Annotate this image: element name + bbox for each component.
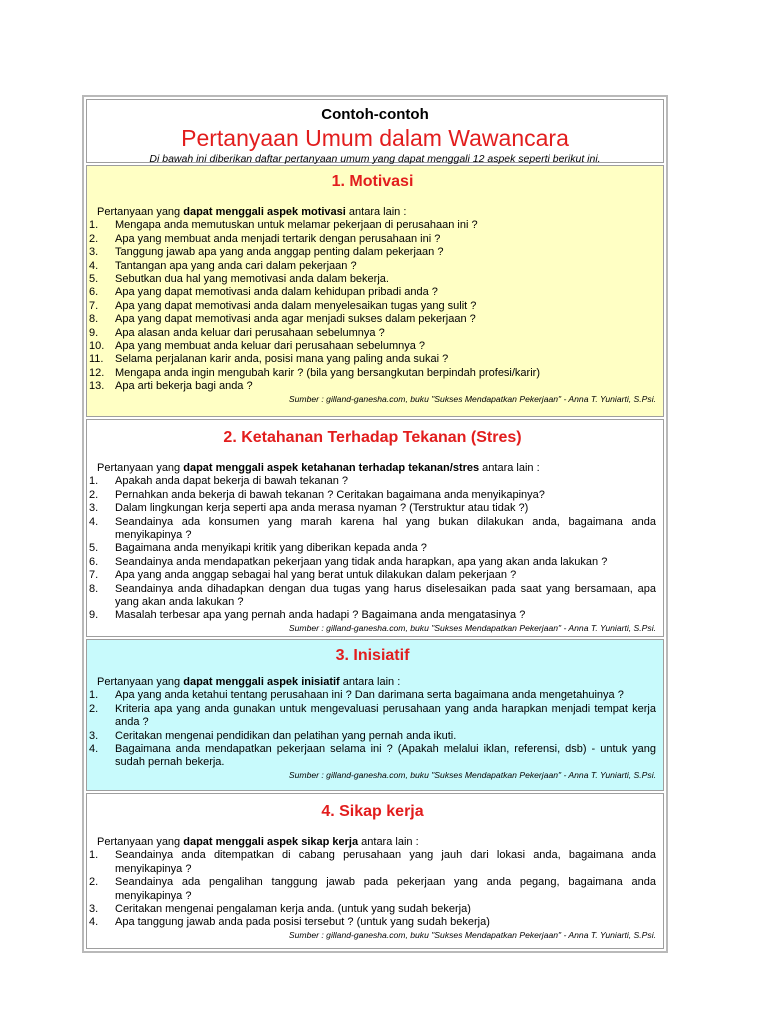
list-item: 1. Apakah anda dapat bekerja di bawah tekanan ?: [89, 475, 349, 488]
document-frame: [82, 95, 668, 953]
section-title: 1. Motivasi: [331, 173, 414, 190]
list-item: 7. Apa yang anda anggap sebagai hal yang berat untuk dilakukan dalam pekerjaan ?: [89, 569, 517, 582]
list-item: 11. Selama perjalanan karir anda, posisi mana yang paling anda sukai ?: [89, 353, 449, 366]
source-citation: Sumber : gilland-ganesha.com, buku "Sukses Mendapatkan Pekerjaan" - Anna T. Yuniarti, S.Psi.: [288, 393, 656, 404]
list-item: 13. Apa arti bekerja bagi anda ?: [89, 380, 253, 393]
list-item: 1. Seandainya anda ditempatkan di cabang perusahaan yang jauh dari lokasi anda, bagaimana anda menyikapinya ?: [89, 849, 656, 875]
section-title: 4. Sikap kerja: [321, 803, 424, 820]
list-item: 3. Ceritakan mengenai pendidikan dan pelatihan yang pernah anda ikuti.: [89, 729, 457, 742]
question-list: [89, 475, 656, 622]
section-motivasi: [86, 165, 664, 417]
subtitle: Contoh-contoh: [321, 106, 429, 123]
list-item: 4. Apa tanggung jawab anda pada posisi tersebut ? (untuk yang sudah bekerja): [89, 916, 490, 929]
list-item: 8. Apa yang dapat memotivasi anda agar menjadi sukses dalam pekerjaan ?: [89, 313, 476, 326]
list-item: 3. Ceritakan mengenai pengalaman kerja anda. (untuk yang sudah bekerja): [89, 903, 471, 916]
list-item: 2. Kriteria apa yang anda gunakan untuk mengevaluasi perusahaan yang anda harapkan menjadi tempat kerja anda ?: [89, 702, 656, 729]
list-item: 5. Sebutkan dua hal yang memotivasi anda dalam bekerja.: [89, 273, 389, 286]
description: Di bawah ini diberikan daftar pertanyaan umum yang dapat menggali 12 aspek seperti berikut ini.: [149, 153, 601, 165]
list-item: 6. Seandainya anda mendapatkan pekerjaan yang tidak anda harapkan, apa yang akan anda lakukan ?: [89, 555, 608, 568]
section-intro: Pertanyaan yang dapat menggali aspek inisiatif antara lain :: [97, 676, 401, 688]
list-item: 5. Bagaimana anda menyikapi kritik yang diberikan kepada anda ?: [89, 542, 427, 555]
list-item: 1. Apa yang anda ketahui tentang perusahaan ini ? Dan darimana serta bagaimana anda mengetahuinya ?: [89, 689, 624, 702]
section-intro: Pertanyaan yang dapat menggali aspek sikap kerja antara lain :: [97, 836, 419, 848]
list-item: 9. Apa alasan anda keluar dari perusahaan sebelumnya ?: [89, 326, 385, 339]
list-item: 8. Seandainya anda dihadapkan dengan dua tugas yang harus diselesaikan pada saat yang bersamaan, apa yang akan anda lakukan ?: [89, 582, 656, 609]
list-item: 4. Seandainya ada konsumen yang marah karena hal yang bukan dilakukan anda, bagaimana anda menyikapinya ?: [89, 515, 656, 542]
list-item: 2. Seandainya ada pengalihan tanggung jawab pada pekerjaan yang anda pegang, bagaimana anda menyikapinya ?: [89, 876, 656, 902]
question-list: [89, 219, 656, 393]
list-item: 3. Dalam lingkungan kerja seperti apa anda merasa nyaman ? (Terstruktur atau tidak ?): [89, 502, 529, 515]
list-item: 4. Bagaimana anda mendapatkan pekerjaan selama ini ? (Apakah melalui iklan, referensi, dsb) - untuk yang sudah pernah bekerja.: [89, 743, 656, 769]
section-ketahanan: [86, 419, 664, 637]
list-item: 6. Apa yang dapat memotivasi anda dalam kehidupan pribadi anda ?: [89, 286, 438, 299]
section-intro: Pertanyaan yang dapat menggali aspek motivasi antara lain :: [97, 206, 407, 218]
page-title: Pertanyaan Umum dalam Wawancara: [181, 125, 569, 151]
list-item: 9. Masalah terbesar apa yang pernah anda hadapi ? Bagaimana anda mengatasinya ?: [89, 609, 526, 622]
section-intro: Pertanyaan yang dapat menggali aspek ketahanan terhadap tekanan/stres antara lain :: [97, 462, 540, 474]
list-item: 10. Apa yang membuat anda keluar dari perusahaan sebelumnya ?: [89, 340, 426, 353]
list-item: 2. Pernahkan anda bekerja di bawah tekanan ? Ceritakan bagaimana anda menyikapinya?: [89, 488, 545, 501]
section-inisiatif: [86, 639, 664, 791]
list-item: 7. Apa yang dapat memotivasi anda dalam menyelesaikan tugas yang sulit ?: [89, 299, 477, 312]
question-list: [89, 849, 656, 929]
source-citation: Sumber : gilland-ganesha.com, buku "Sukses Mendapatkan Pekerjaan" - Anna T. Yuniarti, S.Psi.: [288, 622, 656, 633]
source-citation: Sumber : gilland-ganesha.com, buku "Sukses Mendapatkan Pekerjaan" - Anna T. Yuniarti, S.Psi.: [288, 929, 656, 940]
section-title: 3. Inisiatif: [335, 647, 410, 664]
list-item: 2. Apa yang membuat anda menjadi tertarik dengan perusahaan ini ?: [89, 232, 441, 245]
list-item: 1. Mengapa anda memutuskan untuk melamar pekerjaan di perusahaan ini ?: [89, 219, 478, 232]
list-item: 4. Tantangan apa yang anda cari dalam pekerjaan ?: [89, 259, 357, 272]
header-box: [86, 99, 664, 163]
question-list: [89, 689, 656, 769]
section-sikap-kerja: [86, 793, 664, 949]
list-item: 3. Tanggung jawab apa yang anda anggap penting dalam pekerjaan ?: [89, 246, 444, 259]
source-citation: Sumber : gilland-ganesha.com, buku "Sukses Mendapatkan Pekerjaan" - Anna T. Yuniarti, S.Psi.: [288, 769, 656, 780]
section-title: 2. Ketahanan Terhadap Tekanan (Stres): [223, 429, 522, 446]
list-item: 12. Mengapa anda ingin mengubah karir ? (bila yang bersangkutan berpindah profesi/karir): [89, 366, 540, 379]
